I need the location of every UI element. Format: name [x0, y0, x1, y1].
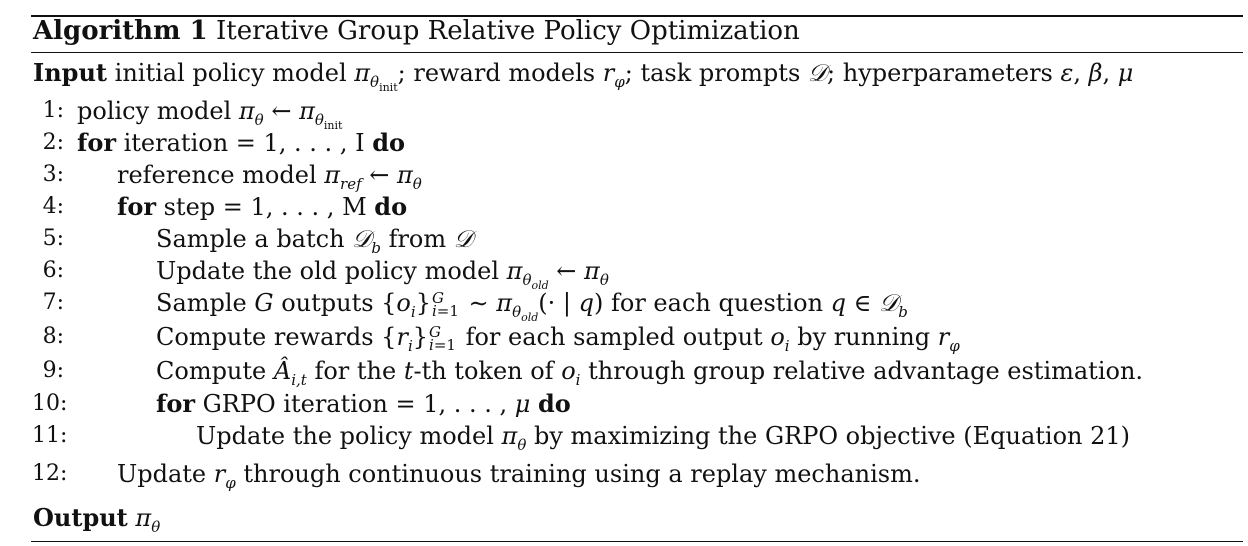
step-text: Sample a batch 𝒟$_b$ from 𝒟 — [156, 225, 473, 257]
algorithm-title — [33, 16, 800, 46]
algorithm-name: Iterative Group Relative Policy Optimization — [215, 16, 800, 46]
input-line — [33, 58, 1134, 94]
step-number: 2: — [42, 130, 64, 155]
step-text: for step = 1, . . . , M do — [117, 192, 408, 221]
step-text: reference model $\pi_{ref}$ ← $\pi_\theta$ — [117, 161, 422, 193]
step-number: 12: — [32, 461, 68, 486]
step-number: 6: — [42, 258, 64, 283]
step-text: Compute $Â_{i,t}$ for the t-th token of $o_i$ through group relative advantage estimation. — [156, 357, 1144, 389]
step-number: 7: — [42, 290, 64, 315]
step-number: 10: — [32, 391, 68, 416]
step-number: 4: — [42, 194, 64, 219]
step-text: Update the old policy model $\pi_{\theta_{old}}$ ← $\pi_\theta$ — [156, 257, 609, 292]
input-text: initial policy model $\pi_{\theta_{init}}$; reward models $r_\varphi$; task prompts 𝒟; hyperparameters ε, β, μ — [114, 59, 1134, 94]
step-number: 8: — [42, 324, 64, 349]
step-text: Compute rewards $\{r_i\}$ G i=1 for each sampled output $o_i$ by running $r_\varphi$ — [156, 322, 960, 355]
step-text: Update $r_\varphi$ through continuous training using a replay mechanism. — [117, 460, 921, 492]
step-number: 9: — [42, 358, 64, 383]
step-number: 11: — [32, 423, 68, 448]
output-text: $\pi_\theta$ — [135, 504, 161, 536]
step-text: Update the policy model $\pi_\theta$ by maximizing the GRPO objective (Equation 21) — [196, 422, 1131, 454]
step-text: Sample G outputs $\{o_i\}$ G i=1 ∼ $\pi_{\theta_{old}}(\cdot$ | q) for each question q ∈ 𝒟$_b$ — [156, 288, 908, 324]
header-rule — [31, 52, 1243, 53]
step-text: for iteration = 1, . . . , I do — [77, 128, 405, 157]
step-number: 1: — [42, 98, 64, 123]
output-keyword: Output — [33, 503, 128, 532]
bottom-rule — [31, 541, 1243, 542]
step-text: for GRPO iteration = 1, . . . , μ do — [156, 389, 571, 418]
step-number: 5: — [42, 226, 64, 251]
input-keyword: Input — [33, 58, 107, 87]
output-line — [33, 503, 161, 536]
algorithm-label: Algorithm 1 — [33, 16, 208, 46]
step-text: policy model $\pi_\theta$ ← $\pi_{\theta_{init}}$ — [77, 97, 343, 132]
step-number: 3: — [42, 162, 64, 187]
